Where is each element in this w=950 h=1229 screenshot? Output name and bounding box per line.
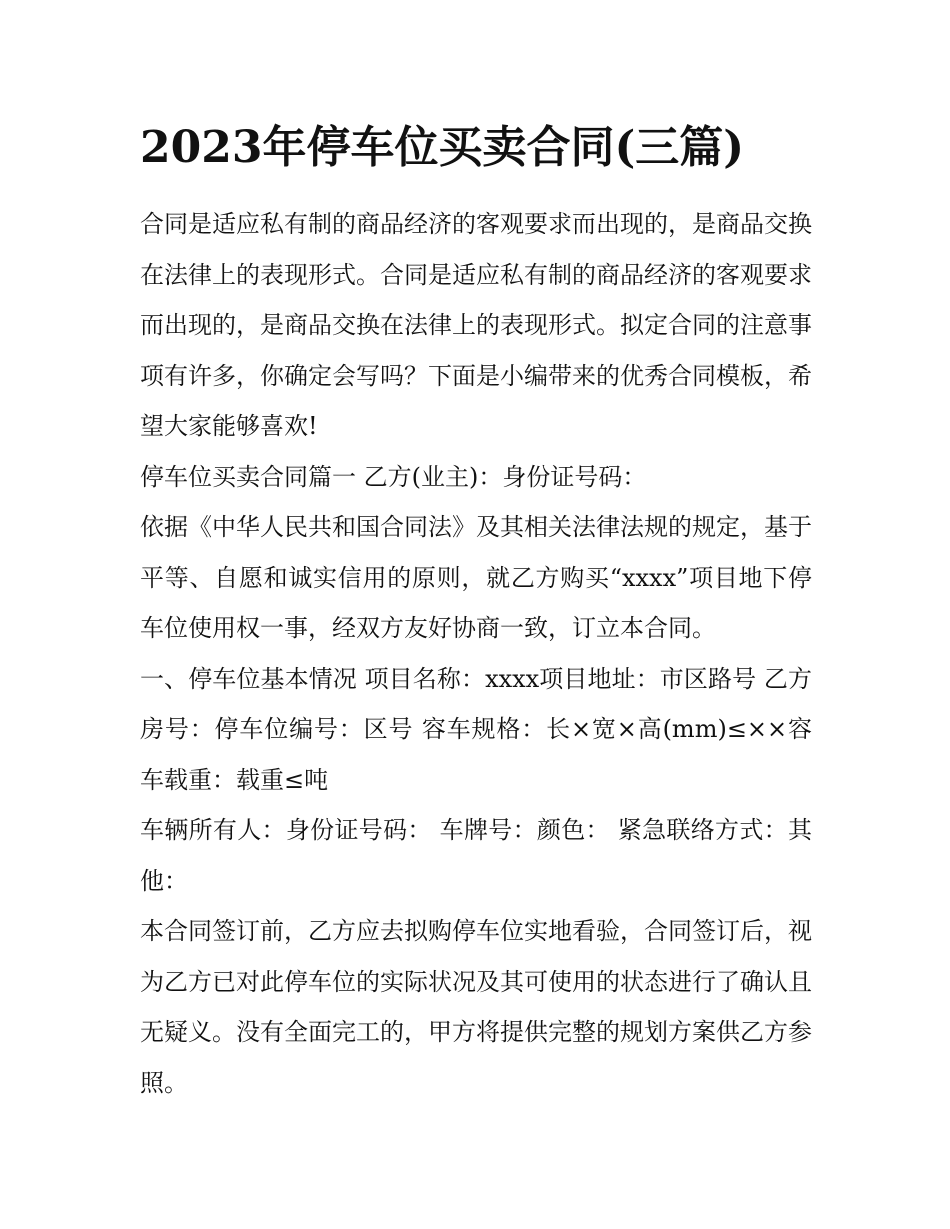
- basis-paragraph: 依据《中华人民共和国合同法》及其相关法律法规的规定，基于平等、自愿和诚实信用的原则，就乙方购买“xxxx”项目地下停车位使用权一事，经双方友好协商一致，订立本合同。: [140, 513, 812, 642]
- vehicle-owner-paragraph: 车辆所有人：身份证号码： 车牌号：颜色： 紧急联络方式：其他：: [140, 816, 812, 895]
- intro-paragraph: 合同是适应私有制的商品经济的客观要求而出现的，是商品交换在法律上的表现形式。合同是适应私有制的商品经济的客观要求而出现的，是商品交换在法律上的表现形式。拟定合同的注意事项有许多，你确定会写吗？下面是小编带来的优秀合同模板，希望大家能够喜欢!: [140, 210, 812, 440]
- document-body: [140, 199, 812, 1108]
- section-heading-paragraph: 停车位买卖合同篇一 乙方(业主)：身份证号码：: [140, 462, 647, 491]
- document-title: 2023年停车位买卖合同(三篇): [140, 122, 745, 173]
- inspection-paragraph: 本合同签订前，乙方应去拟购停车位实地看验，合同签订后，视为乙方已对此停车位的实际状况及其可使用的状态进行了确认且无疑义。没有全面完工的，甲方将提供完整的规划方案供乙方参照。: [140, 917, 812, 1097]
- parking-info-paragraph: 一、停车位基本情况 项目名称：xxxx项目地址：市区路号 乙方房号：停车位编号：区号 容车规格：长×宽×高(mm)≤××容车载重：载重≤吨: [140, 664, 812, 794]
